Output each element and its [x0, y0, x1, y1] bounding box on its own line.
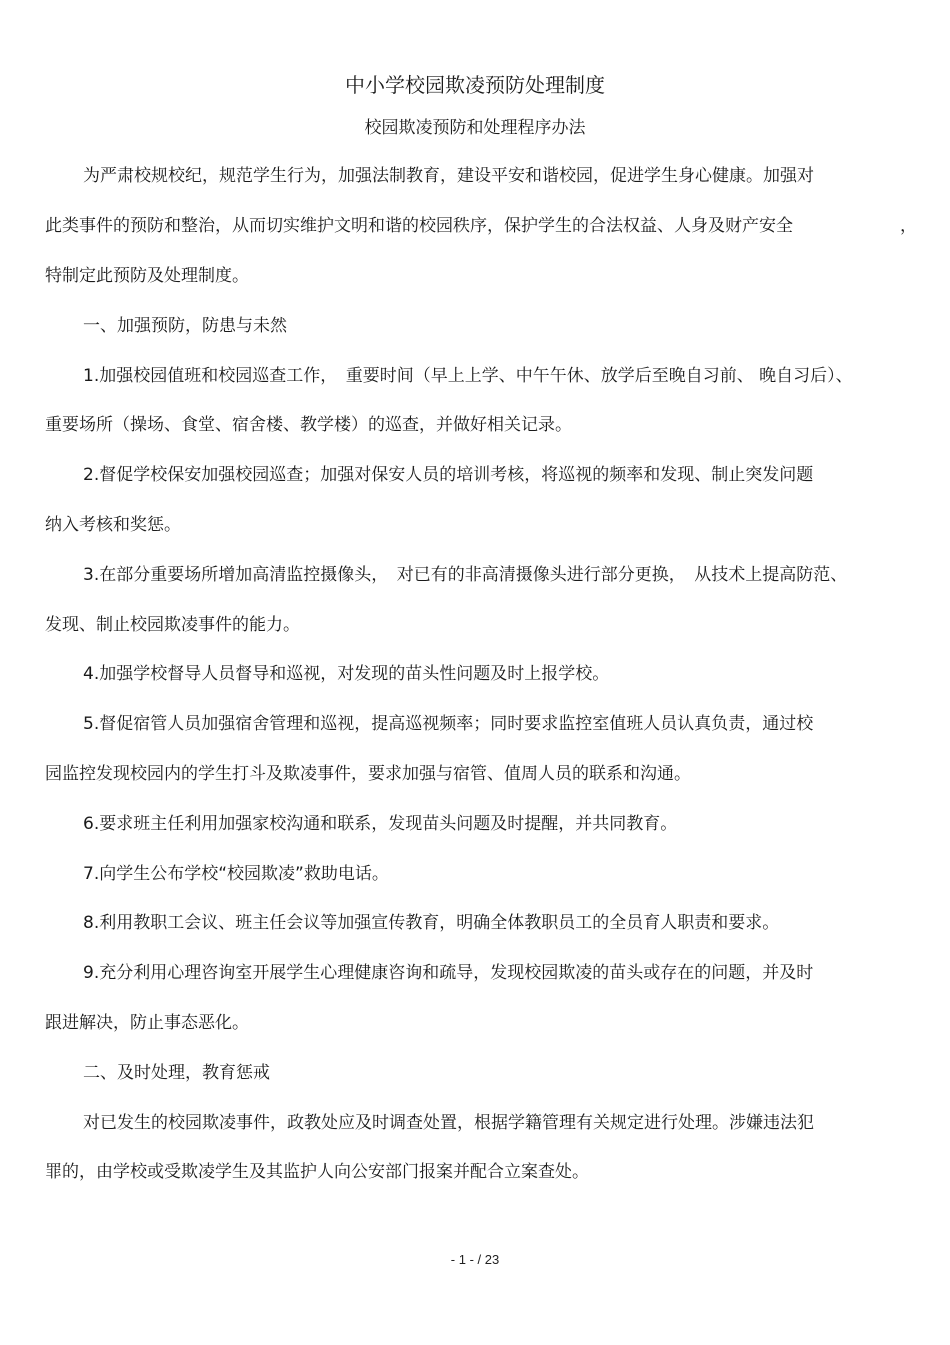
paragraph-line: 此类事件的预防和整治，从而切实维护文明和谐的校园秩序，保护学生的合法权益、人身及财产安全	[45, 216, 793, 236]
paragraph-line: 罪的，由学校或受欺凌学生及其监护人向公安部门报案并配合立案查处。	[45, 1162, 589, 1182]
list-item: 5.督促宿管人员加强宿舍管理和巡视，提高巡视频率；同时要求监控室值班人员认真负责，通过校	[83, 714, 814, 734]
paragraph-line: ，	[900, 216, 917, 236]
section-heading: 二、及时处理，教育惩戒	[83, 1063, 270, 1083]
list-item: 7.向学生公布学校“校园欺凌”救助电话。	[83, 864, 389, 884]
list-item: 9.充分利用心理咨询室开展学生心理健康咨询和疏导，发现校园欺凌的苗头或存在的问题，并及时	[83, 963, 814, 983]
paragraph-line: 特制定此预防及处理制度。	[45, 266, 249, 286]
list-item: 1.加强校园值班和校园巡查工作， 重要时间（早上上学、中午午休、放学后至晚自习前、 晚自习后）、	[83, 366, 853, 386]
list-item-continuation: 重要场所（操场、食堂、宿舍楼、教学楼）的巡查，并做好相关记录。	[45, 415, 572, 435]
list-item-continuation: 跟进解决，防止事态恶化。	[45, 1013, 249, 1033]
document-subtitle: 校园欺凌预防和处理程序办法	[364, 118, 586, 138]
section-heading: 一、加强预防，防患与未然	[83, 316, 287, 336]
paragraph-line: 对已发生的校园欺凌事件，政教处应及时调查处置，根据学籍管理有关规定进行处理。涉嫌违法犯	[83, 1113, 814, 1133]
list-item-continuation: 发现、制止校园欺凌事件的能力。	[45, 615, 300, 635]
list-item: 4.加强学校督导人员督导和巡视，对发现的苗头性问题及时上报学校。	[83, 664, 610, 684]
list-item: 6.要求班主任利用加强家校沟通和联系，发现苗头问题及时提醒，并共同教育。	[83, 814, 678, 834]
list-item: 2.督促学校保安加强校园巡查；加强对保安人员的培训考核，将巡视的频率和发现、制止突发问题	[83, 465, 814, 485]
document-title: 中小学校园欺凌预防处理制度	[345, 73, 605, 97]
list-item-continuation: 纳入考核和奖惩。	[45, 515, 181, 535]
list-item: 8.利用教职工会议、班主任会议等加强宣传教育，明确全体教职员工的全员育人职责和要求。	[83, 913, 780, 933]
page-number: - 1 - / 23	[450, 1252, 500, 1267]
list-item-continuation: 园监控发现校园内的学生打斗及欺凌事件，要求加强与宿管、值周人员的联系和沟通。	[45, 764, 691, 784]
paragraph-line: 为严肃校规校纪，规范学生行为，加强法制教育，建设平安和谐校园，促进学生身心健康。加强对	[83, 166, 814, 186]
list-item: 3.在部分重要场所增加高清监控摄像头， 对已有的非高清摄像头进行部分更换， 从技术上提高防范、	[83, 565, 848, 585]
